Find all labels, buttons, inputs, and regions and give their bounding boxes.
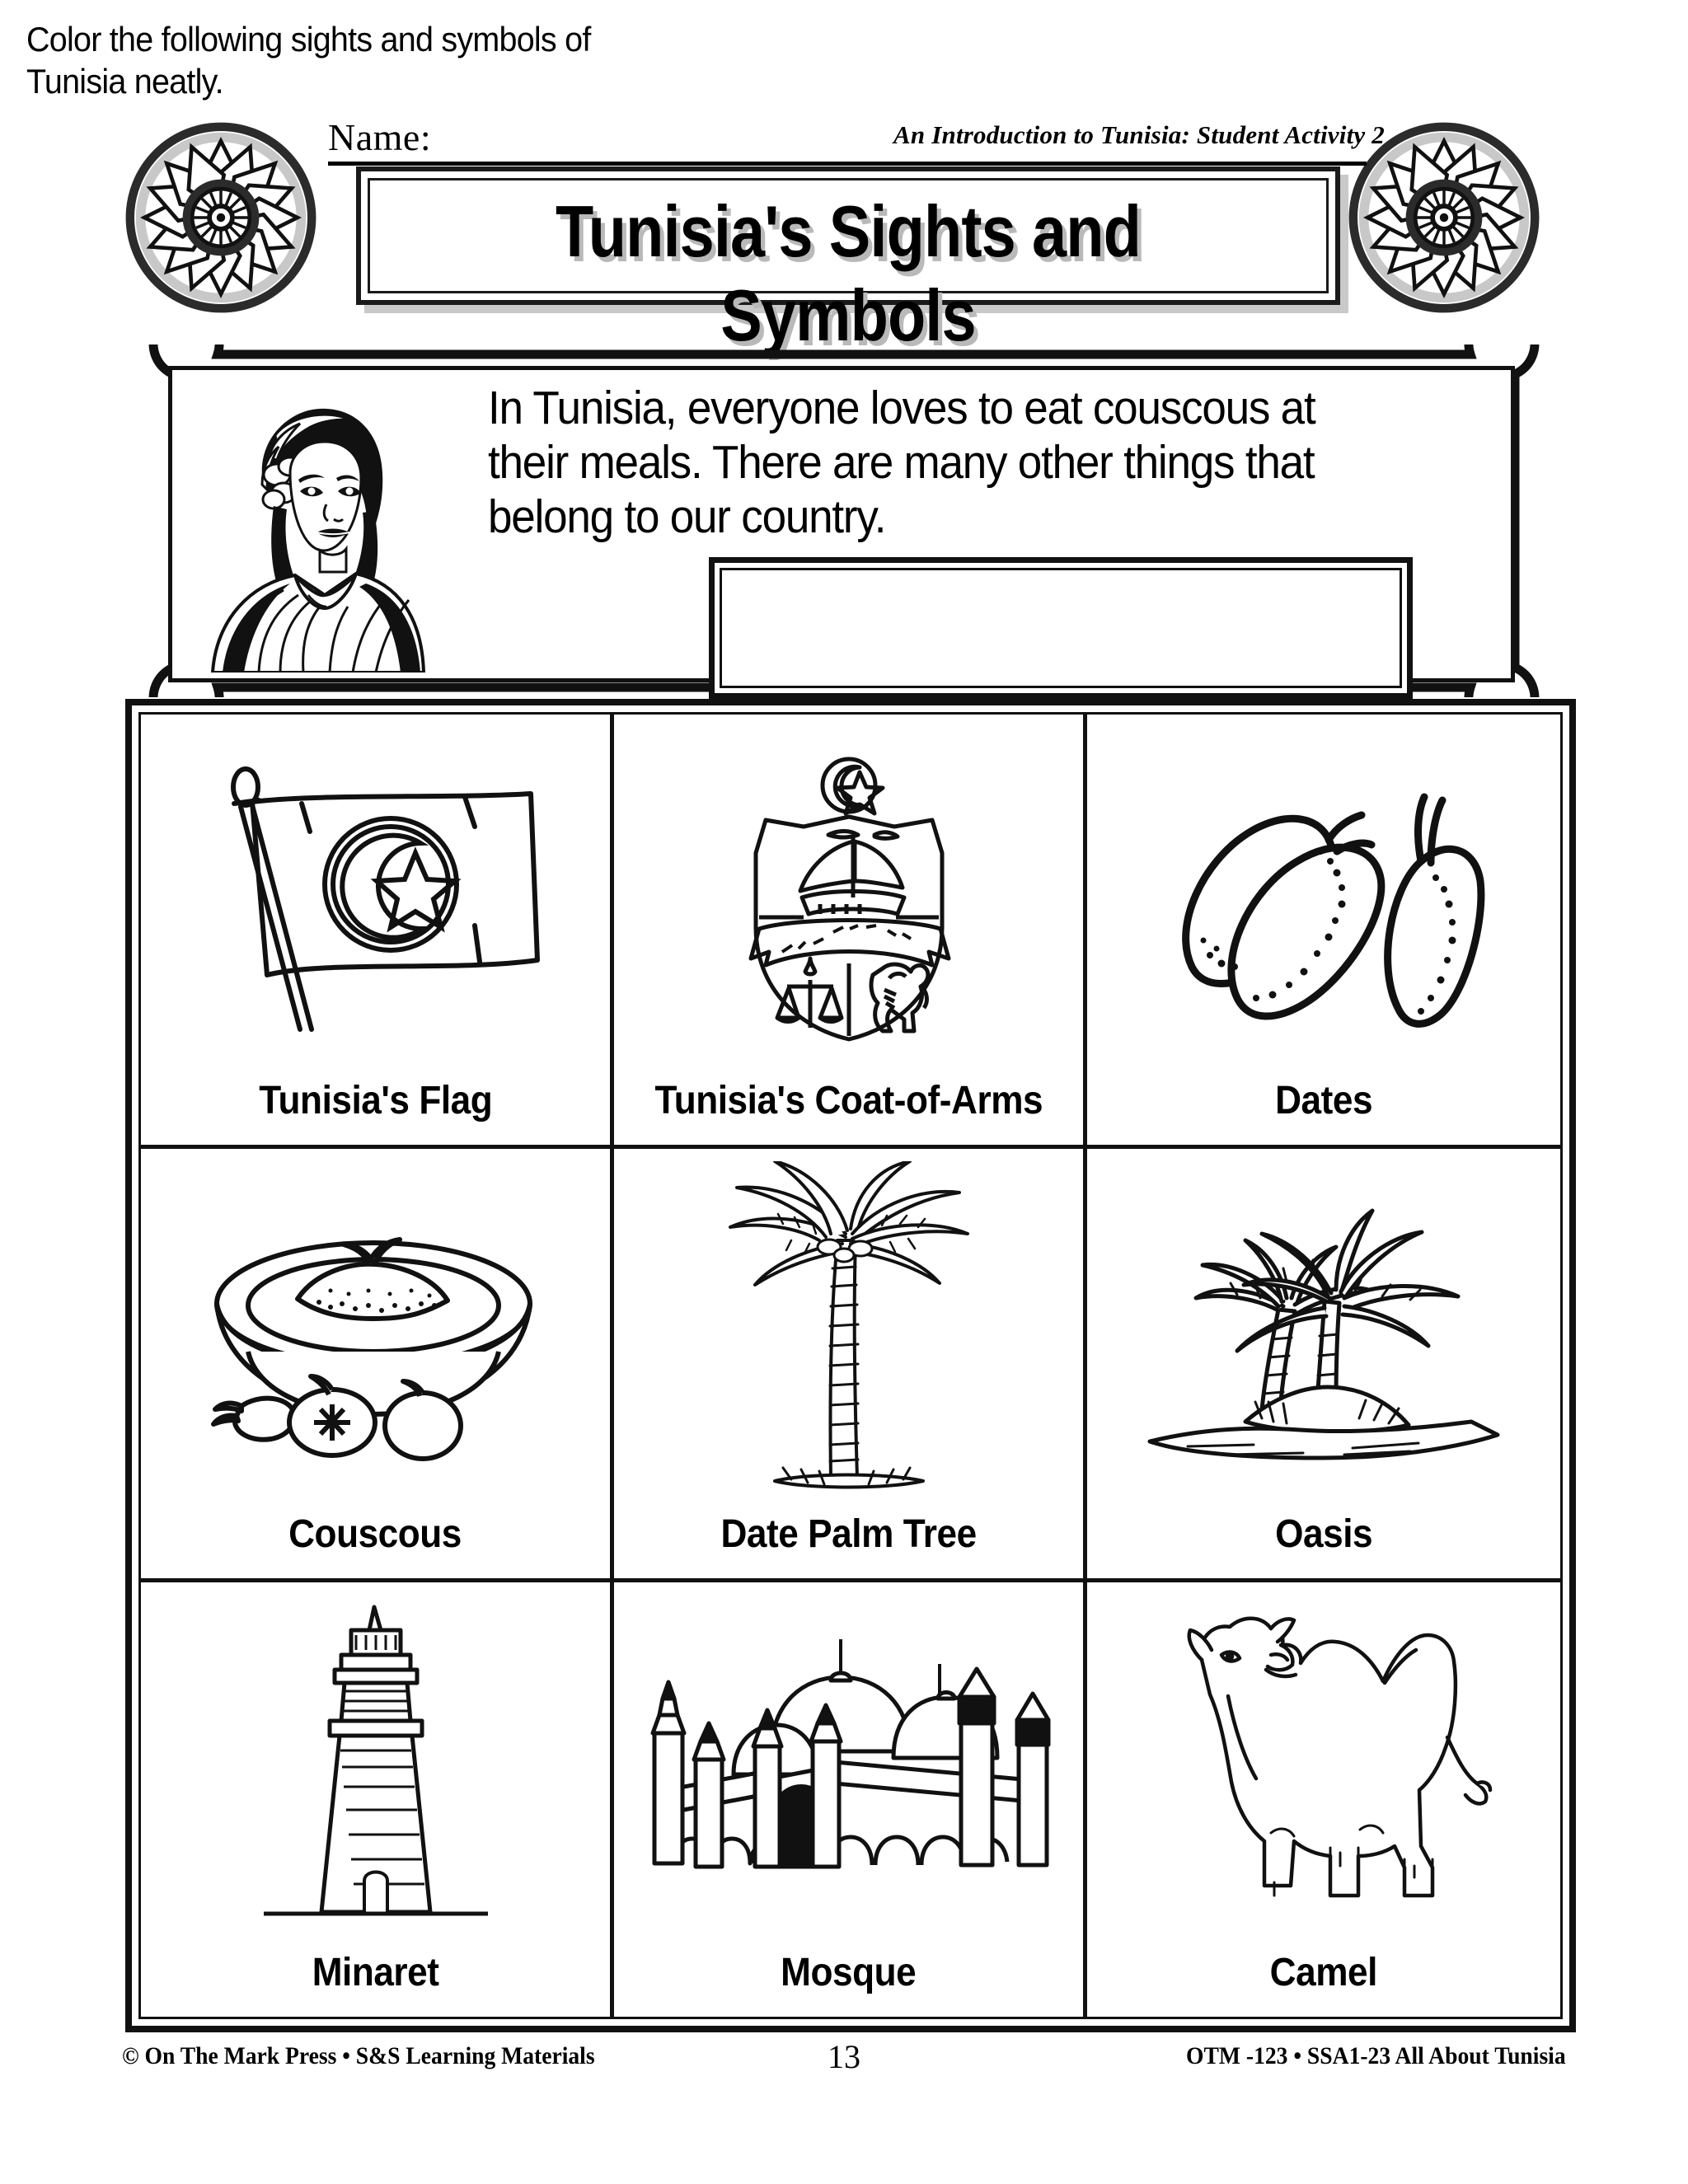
symbols-grid-inner xyxy=(138,712,1563,2019)
date-palm-tree-icon xyxy=(684,1161,1014,1507)
flag-icon xyxy=(203,764,549,1036)
coat-of-arms-icon xyxy=(713,756,985,1044)
activity-subtitle: An Introduction to Tunisia: Student Activity 2 xyxy=(893,120,1385,149)
instruction-text: Color the following sights and symbols of Tunisia neatly. xyxy=(26,20,591,101)
cell-label: Oasis xyxy=(1274,1512,1372,1557)
grid-cell-mosque[interactable] xyxy=(614,1582,1087,2017)
cell-label: Dates xyxy=(1275,1078,1372,1122)
grid-cell-coat-of-arms[interactable] xyxy=(614,715,1087,1149)
camel-art xyxy=(1087,1582,1560,1950)
cell-label: Tunisia's Coat-of-Arms xyxy=(654,1078,1043,1122)
cell-label: Camel xyxy=(1269,1951,1378,1994)
oasis-art xyxy=(1087,1149,1560,1512)
grid-cell-flag[interactable] xyxy=(141,715,614,1149)
grid-cell-date-palm-tree[interactable] xyxy=(614,1149,1087,1583)
dates-art xyxy=(1087,715,1560,1078)
minaret-art xyxy=(141,1582,610,1950)
grid-cell-camel[interactable] xyxy=(1087,1582,1560,2017)
footer-product-code: OTM -123 • SSA1-23 All About Tunisia xyxy=(1186,2042,1566,2069)
rosette-medallion-right-icon xyxy=(1348,122,1540,313)
couscous-bowl-icon xyxy=(199,1198,553,1470)
flag-art xyxy=(141,715,610,1078)
symbols-grid xyxy=(125,699,1576,2032)
grid-cell-dates[interactable] xyxy=(1087,715,1560,1149)
cell-label: Date Palm Tree xyxy=(720,1512,977,1557)
dates-icon xyxy=(1159,764,1489,1036)
grid-cell-minaret[interactable] xyxy=(141,1582,614,2017)
oasis-icon xyxy=(1138,1194,1509,1474)
instruction-box xyxy=(709,557,1413,699)
name-label: Name: xyxy=(328,116,432,158)
title-banner xyxy=(356,166,1340,356)
page-title: Tunisia's Sights and Symbols xyxy=(555,190,1142,356)
minaret-icon xyxy=(244,1597,508,1943)
cell-label: Tunisia's Flag xyxy=(259,1078,492,1122)
instruction-box-inner-rule xyxy=(720,568,1402,688)
rosette-medallion-left-icon xyxy=(125,122,316,313)
mosque-art xyxy=(614,1582,1083,1950)
page-footer xyxy=(0,2038,1688,2100)
intro-paragraph: In Tunisia, everyone loves to eat couscous at their meals. There are many other things that belong to our country. xyxy=(488,382,1315,544)
couscous-art xyxy=(141,1149,610,1512)
camel-icon xyxy=(1151,1605,1497,1935)
cell-label: Mosque xyxy=(781,1951,917,1994)
coat-of-arms-art xyxy=(614,715,1083,1078)
tunisian-girl-portrait xyxy=(204,387,429,673)
grid-cell-oasis[interactable] xyxy=(1087,1149,1560,1583)
date-palm-tree-art xyxy=(614,1149,1083,1512)
cell-label: Couscous xyxy=(288,1512,462,1557)
footer-page-number: 13 xyxy=(828,2038,860,2075)
footer-publisher: © On The Mark Press • S&S Learning Materials xyxy=(122,2042,595,2069)
cell-label: Minaret xyxy=(312,1951,439,1994)
mosque-icon xyxy=(635,1618,1063,1923)
name-write-line xyxy=(328,162,1367,166)
grid-cell-couscous[interactable] xyxy=(141,1149,614,1583)
